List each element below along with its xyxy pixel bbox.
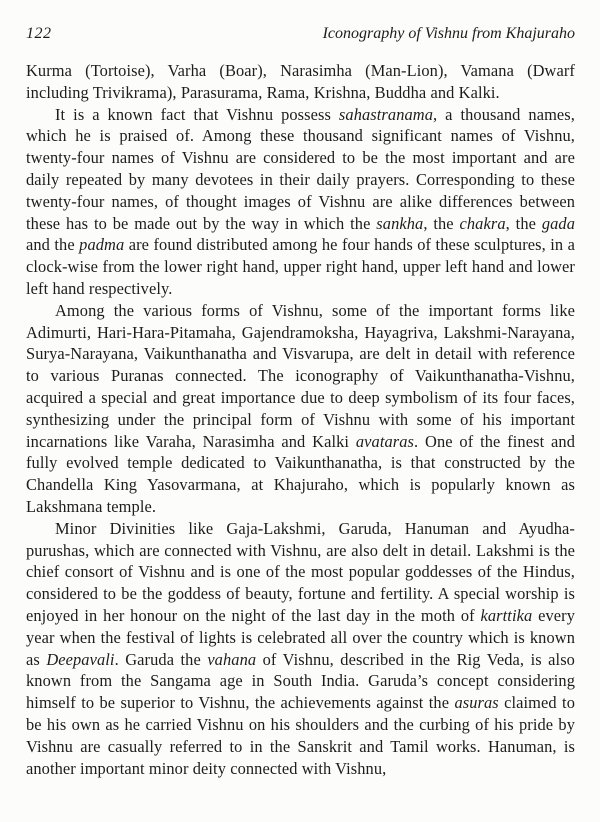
text-run: every year when the festival of lights is celebrated all over the country which is known as — [26, 605, 575, 669]
text-run: claimed to be his own as he carried Vishnu on his shoulders and the curbing of his pride by Vishnu are casually referred to in the Sanskrit and Tamil works. Hanuman, is another important minor deity connected with Vishnu, — [26, 693, 575, 778]
italic-term: vahana — [207, 649, 257, 669]
page-number: 122 — [26, 25, 52, 42]
text-run: , the — [505, 213, 542, 233]
italic-term: avataras — [355, 431, 415, 451]
page-header — [26, 24, 575, 44]
text-run: and the — [26, 235, 80, 255]
page-body — [26, 60, 575, 779]
text-run: Minor Divinities like Gaja-Lakshmi, Garuda, Hanuman and Ayudha-purushas, which are connected with Vishnu, are also delt in detail. Lakshmi is the chief consort of Vishnu and is one of the most popular goddesses of the Hindus, considered to be the goddess of beauty, fortune and fertility. A special worship is enjoyed in her honour on the night of the last day in the moth of — [26, 518, 575, 625]
paragraph — [26, 60, 575, 104]
italic-term: sahastranama — [338, 104, 434, 124]
paragraph — [26, 518, 575, 780]
text-run: . Garuda the — [114, 649, 208, 669]
text-run: Among the various forms of Vishnu, some of the important forms like Adimurti, Hari-Hara-Pitamaha, Gajendramoksha, Hayagriva, Lakshmi-Narayana, Surya-Narayana, Vaikunthanatha and Visvarupa, are delt in detail with reference to various Puranas connected. The iconography of Vaikunthanatha-Vishnu, acquired a special and great importance due to deep symbolism of its four faces, synthesizing under the principal form of Vishnu with some of his important incarnations like Varaha, Narasimha and Kalki — [26, 300, 575, 451]
italic-term: gada — [541, 213, 575, 233]
italic-term: asuras — [454, 693, 499, 713]
italic-term: padma — [79, 235, 125, 255]
italic-term: chakra — [459, 213, 506, 233]
text-run: of Vishnu, described in the Rig Veda, is also known from the Sangama age in South India. Garuda’s concept considering himself to be superior to Vishnu, the achievements against the — [26, 649, 575, 713]
italic-term: Deepavali — [46, 649, 115, 669]
text-run: . One of the finest and fully evolved temple dedicated to Vaikunthanatha, is that constructed by the Chandella King Yasovarmana, at Khajuraho, which is popularly known as Lakshmana temple. — [26, 431, 575, 516]
text-run: Kurma (Tortoise), Varha (Boar), Narasimha (Man-Lion), Vamana (Dwarf including Trivikrama), Parasurama, Rama, Krishna, Buddha and Kalki. — [26, 61, 575, 102]
italic-term: sankha — [376, 213, 424, 233]
text-run: are found distributed among he four hands of these sculptures, in a clock-wise from the lower right hand, upper right hand, upper left hand and lower left hand respectively. — [26, 235, 576, 298]
paragraph — [26, 104, 575, 300]
italic-term: karttika — [480, 605, 533, 625]
text-run: , a thousand names, which he is praised of. Among these thousand significant names of Vishnu, twenty-four names of Vishnu are considered to be the most important and are daily repeated by many devotees in their daily prayers. Corresponding to these twenty-four names, of thought images of Vishnu are alike differences between these has to be made out by the way in which the — [26, 104, 575, 233]
text-run: It is a known fact that Vishnu possess — [55, 104, 339, 124]
running-title: Iconography of Vishnu from Khajuraho — [322, 25, 575, 42]
text-run: , the — [423, 213, 460, 233]
paragraph — [26, 300, 575, 518]
